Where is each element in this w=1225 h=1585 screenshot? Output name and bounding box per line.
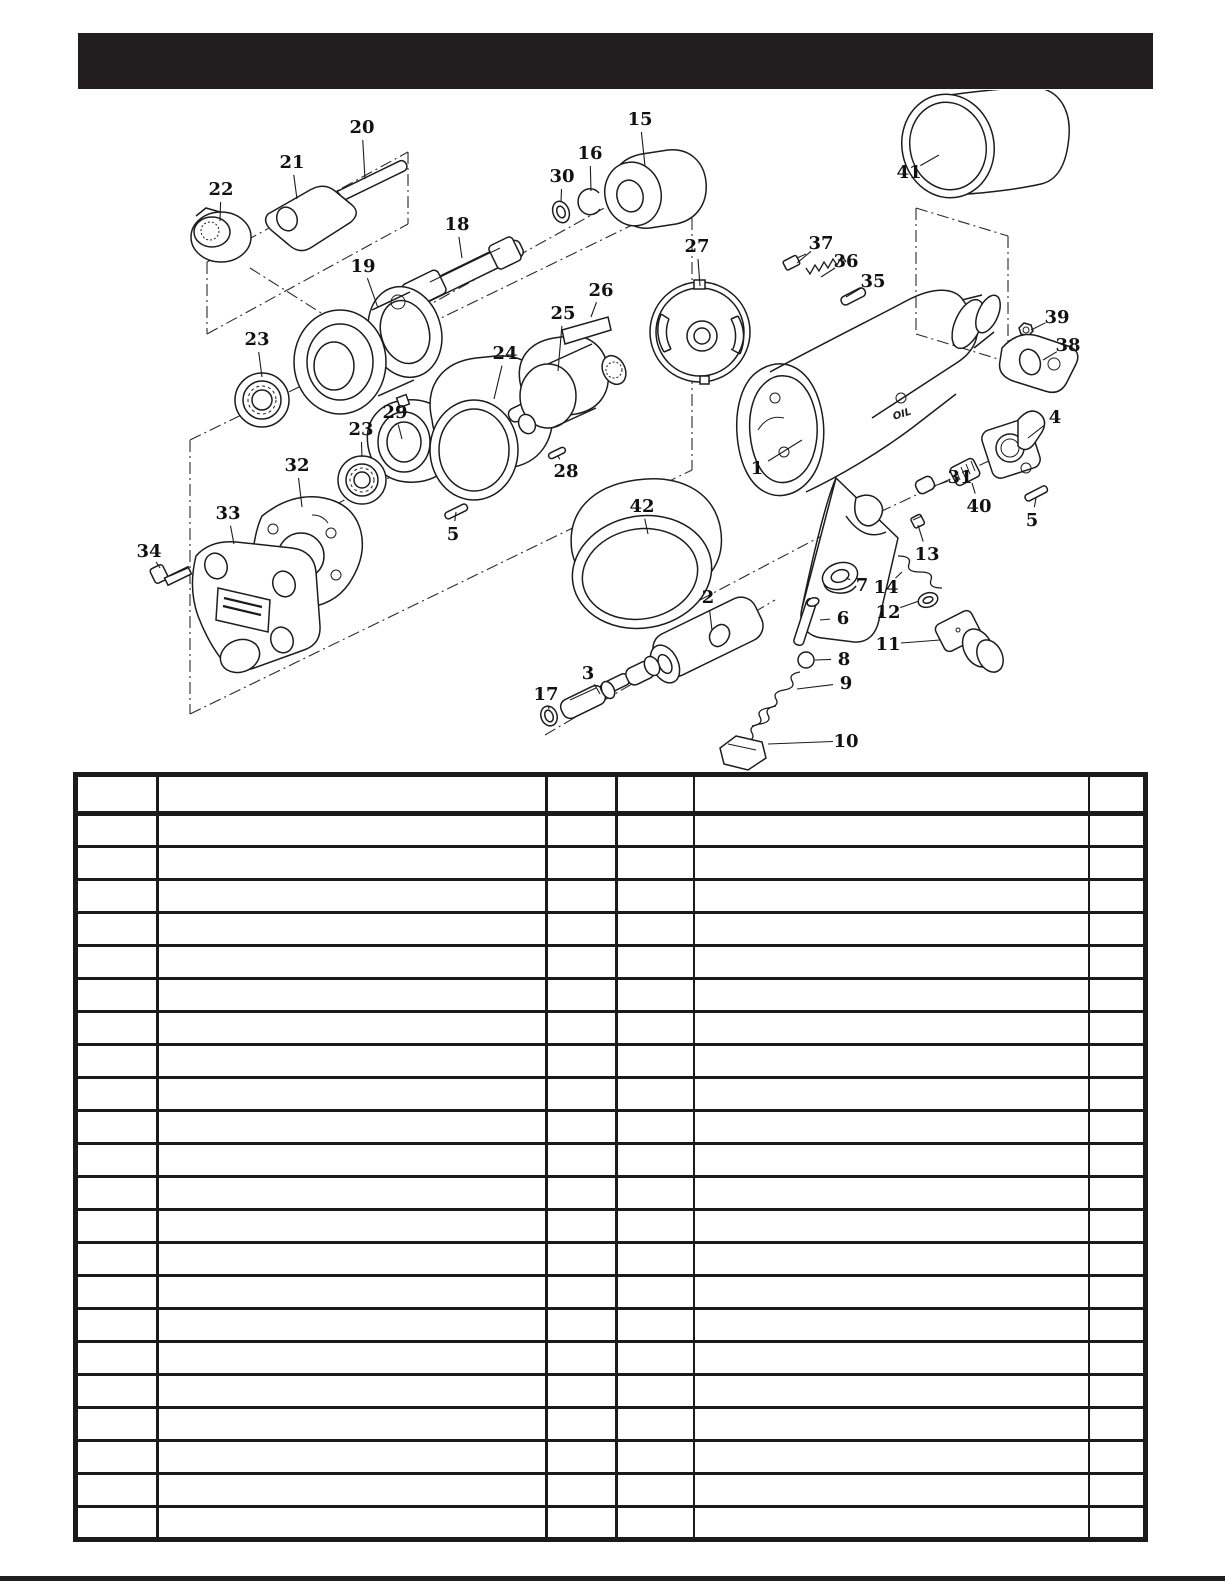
cell-r22-c2 xyxy=(158,1507,547,1540)
cell-r11-c6 xyxy=(1089,1144,1146,1177)
cell-r14-c6 xyxy=(1089,1243,1146,1276)
cell-r7-c2 xyxy=(158,1012,547,1045)
callout-42: 42 xyxy=(629,496,655,517)
cell-r6-c1 xyxy=(76,979,158,1012)
cell-r18-c5 xyxy=(694,1375,1089,1408)
part-10 xyxy=(720,706,776,770)
cell-r3-c1 xyxy=(76,880,158,913)
cell-r22-c4 xyxy=(617,1507,694,1540)
cell-r15-c5 xyxy=(694,1276,1089,1309)
cell-r2-c1 xyxy=(76,847,158,880)
callout-8: 8 xyxy=(837,649,851,670)
cell-r21-c3 xyxy=(547,1474,617,1507)
cell-r13-c6 xyxy=(1089,1210,1146,1243)
cell-r10-c1 xyxy=(76,1111,158,1144)
callout-23: 23 xyxy=(348,419,374,440)
callout-23: 23 xyxy=(244,329,270,350)
callout-7: 7 xyxy=(855,575,869,596)
cell-r7-c1 xyxy=(76,1012,158,1045)
table-row-6 xyxy=(76,979,1146,1012)
cell-r4-c4 xyxy=(617,913,694,946)
callout-18: 18 xyxy=(444,214,470,235)
callout-9: 9 xyxy=(839,673,853,694)
table-row-9 xyxy=(76,1078,1146,1111)
cell-r7-c3 xyxy=(547,1012,617,1045)
table-row-4 xyxy=(76,913,1146,946)
cell-r4-c2 xyxy=(158,913,547,946)
cell-r13-c4 xyxy=(617,1210,694,1243)
callout-36: 36 xyxy=(833,251,859,272)
cell-r18-c3 xyxy=(547,1375,617,1408)
cell-r3-c4 xyxy=(617,880,694,913)
cell-r11-c5 xyxy=(694,1144,1089,1177)
cell-r4-c5 xyxy=(694,913,1089,946)
cell-r10-c6 xyxy=(1089,1111,1146,1144)
callout-leader-18 xyxy=(459,237,462,258)
cell-r16-c6 xyxy=(1089,1309,1146,1342)
cell-r14-c4 xyxy=(617,1243,694,1276)
header-cell-6 xyxy=(1089,775,1146,814)
cell-r4-c6 xyxy=(1089,913,1146,946)
cell-r10-c4 xyxy=(617,1111,694,1144)
callout-leader-39 xyxy=(1031,323,1045,330)
callout-4: 4 xyxy=(1048,407,1062,428)
cell-r15-c3 xyxy=(547,1276,617,1309)
callout-leader-40 xyxy=(972,483,975,494)
part-22 xyxy=(191,208,251,262)
callout-13: 13 xyxy=(914,544,940,565)
cell-r12-c5 xyxy=(694,1177,1089,1210)
cell-r5-c2 xyxy=(158,946,547,979)
callout-5: 5 xyxy=(446,524,460,545)
cell-r6-c5 xyxy=(694,979,1089,1012)
callout-27: 27 xyxy=(684,236,710,257)
cell-r7-c6 xyxy=(1089,1012,1146,1045)
callout-leader-13 xyxy=(918,525,923,542)
part-16 xyxy=(578,189,600,215)
callout-leader-31 xyxy=(934,481,948,486)
cell-r19-c1 xyxy=(76,1408,158,1441)
cell-r13-c2 xyxy=(158,1210,547,1243)
table-row-12 xyxy=(76,1177,1146,1210)
part-28 xyxy=(548,446,567,459)
table-row-17 xyxy=(76,1342,1146,1375)
cell-r19-c2 xyxy=(158,1408,547,1441)
header-row xyxy=(76,775,1146,814)
cell-r17-c1 xyxy=(76,1342,158,1375)
part-8 xyxy=(798,652,814,668)
callout-30: 30 xyxy=(549,166,575,187)
cell-r22-c3 xyxy=(547,1507,617,1540)
part-34 xyxy=(149,564,191,586)
cell-r1-c4 xyxy=(617,814,694,847)
callout-31: 31 xyxy=(947,467,973,488)
cell-r4-c1 xyxy=(76,913,158,946)
cell-r1-c5 xyxy=(694,814,1089,847)
cell-r13-c5 xyxy=(694,1210,1089,1243)
table-row-15 xyxy=(76,1276,1146,1309)
callout-22: 22 xyxy=(208,179,234,200)
callout-33: 33 xyxy=(215,503,241,524)
callout-40: 40 xyxy=(966,496,992,517)
cell-r14-c1 xyxy=(76,1243,158,1276)
cell-r11-c3 xyxy=(547,1144,617,1177)
cell-r8-c1 xyxy=(76,1045,158,1078)
table-row-16 xyxy=(76,1309,1146,1342)
cell-r3-c6 xyxy=(1089,880,1146,913)
cell-r12-c4 xyxy=(617,1177,694,1210)
cell-r8-c3 xyxy=(547,1045,617,1078)
cell-r16-c2 xyxy=(158,1309,547,1342)
part-3 xyxy=(558,654,663,721)
table-row-8 xyxy=(76,1045,1146,1078)
cell-r22-c5 xyxy=(694,1507,1089,1540)
cell-r19-c6 xyxy=(1089,1408,1146,1441)
callout-11: 11 xyxy=(875,634,901,655)
callout-6: 6 xyxy=(836,608,850,629)
cell-r21-c1 xyxy=(76,1474,158,1507)
cell-r2-c6 xyxy=(1089,847,1146,880)
part-23-lower xyxy=(338,456,386,504)
callout-10: 10 xyxy=(833,731,859,752)
callout-16: 16 xyxy=(577,143,603,164)
cell-r19-c3 xyxy=(547,1408,617,1441)
cell-r20-c6 xyxy=(1089,1441,1146,1474)
callout-leader-22 xyxy=(220,202,221,221)
callout-12: 12 xyxy=(875,602,901,623)
cell-r1-c2 xyxy=(158,814,547,847)
part-37 xyxy=(782,254,806,271)
cell-r13-c3 xyxy=(547,1210,617,1243)
cell-r17-c3 xyxy=(547,1342,617,1375)
part-4 xyxy=(979,411,1044,480)
header-cell-1 xyxy=(76,775,158,814)
callout-25: 25 xyxy=(550,303,576,324)
cell-r19-c4 xyxy=(617,1408,694,1441)
callout-5: 5 xyxy=(1025,510,1039,531)
part-11 xyxy=(933,609,1008,677)
housing-oil-marking: OIL xyxy=(891,406,913,423)
part-12 xyxy=(916,590,939,609)
cell-r1-c3 xyxy=(547,814,617,847)
callout-37: 37 xyxy=(808,233,834,254)
cell-r13-c1 xyxy=(76,1210,158,1243)
cell-r21-c2 xyxy=(158,1474,547,1507)
table-row-19 xyxy=(76,1408,1146,1441)
cell-r21-c5 xyxy=(694,1474,1089,1507)
table-row-14 xyxy=(76,1243,1146,1276)
cell-r21-c6 xyxy=(1089,1474,1146,1507)
cell-r9-c4 xyxy=(617,1078,694,1111)
callout-20: 20 xyxy=(349,117,375,138)
cell-r12-c2 xyxy=(158,1177,547,1210)
cell-r7-c5 xyxy=(694,1012,1089,1045)
cell-r3-c3 xyxy=(547,880,617,913)
cell-r22-c6 xyxy=(1089,1507,1146,1540)
cell-r17-c2 xyxy=(158,1342,547,1375)
callout-17: 17 xyxy=(533,684,559,705)
cell-r18-c1 xyxy=(76,1375,158,1408)
cell-r9-c1 xyxy=(76,1078,158,1111)
cell-r5-c3 xyxy=(547,946,617,979)
cell-r10-c5 xyxy=(694,1111,1089,1144)
part-30 xyxy=(550,199,573,225)
cell-r6-c2 xyxy=(158,979,547,1012)
cell-r9-c6 xyxy=(1089,1078,1146,1111)
callout-leader-30 xyxy=(561,189,562,202)
callout-21: 21 xyxy=(279,152,305,173)
table-row-2 xyxy=(76,847,1146,880)
cell-r15-c1 xyxy=(76,1276,158,1309)
cell-r5-c6 xyxy=(1089,946,1146,979)
cell-r17-c5 xyxy=(694,1342,1089,1375)
cell-r19-c5 xyxy=(694,1408,1089,1441)
table-row-13 xyxy=(76,1210,1146,1243)
part-27 xyxy=(650,280,750,384)
table-row-22 xyxy=(76,1507,1146,1540)
cell-r14-c5 xyxy=(694,1243,1089,1276)
callout-29: 29 xyxy=(382,402,408,423)
callout-leader-21 xyxy=(294,175,297,199)
cell-r11-c1 xyxy=(76,1144,158,1177)
table-row-10 xyxy=(76,1111,1146,1144)
callout-15: 15 xyxy=(627,109,653,130)
cell-r8-c5 xyxy=(694,1045,1089,1078)
table-row-5 xyxy=(76,946,1146,979)
callout-leader-10 xyxy=(768,741,833,744)
cell-r20-c3 xyxy=(547,1441,617,1474)
callout-41: 41 xyxy=(896,162,922,183)
cell-r8-c6 xyxy=(1089,1045,1146,1078)
table-row-18 xyxy=(76,1375,1146,1408)
parts-list-table xyxy=(73,772,1148,1542)
header-cell-3 xyxy=(547,775,617,814)
callout-28: 28 xyxy=(553,461,579,482)
callout-2: 2 xyxy=(701,587,715,608)
title-banner xyxy=(78,33,1153,89)
header-cell-5 xyxy=(694,775,1089,814)
cell-r15-c2 xyxy=(158,1276,547,1309)
callout-3: 3 xyxy=(581,663,595,684)
callout-39: 39 xyxy=(1044,307,1070,328)
cell-r17-c6 xyxy=(1089,1342,1146,1375)
callout-leader-23 xyxy=(361,442,362,457)
table-row-11 xyxy=(76,1144,1146,1177)
cell-r3-c5 xyxy=(694,880,1089,913)
cell-r17-c4 xyxy=(617,1342,694,1375)
cell-r9-c3 xyxy=(547,1078,617,1111)
table-row-21 xyxy=(76,1474,1146,1507)
header-cell-2 xyxy=(158,775,547,814)
callout-24: 24 xyxy=(492,343,518,364)
callout-19: 19 xyxy=(350,256,376,277)
callout-leader-9 xyxy=(797,685,833,689)
cell-r12-c6 xyxy=(1089,1177,1146,1210)
cell-r5-c5 xyxy=(694,946,1089,979)
cell-r5-c1 xyxy=(76,946,158,979)
cell-r18-c2 xyxy=(158,1375,547,1408)
callout-leader-11 xyxy=(901,640,940,643)
part-5-left xyxy=(444,503,469,520)
callout-leader-5 xyxy=(1034,498,1036,507)
exploded-parts-diagram xyxy=(0,90,1225,772)
callout-38: 38 xyxy=(1055,335,1081,356)
table-row-7 xyxy=(76,1012,1146,1045)
cell-r10-c3 xyxy=(547,1111,617,1144)
cell-r18-c6 xyxy=(1089,1375,1146,1408)
part-15 xyxy=(598,150,706,232)
cell-r5-c4 xyxy=(617,946,694,979)
cell-r20-c2 xyxy=(158,1441,547,1474)
cell-r20-c5 xyxy=(694,1441,1089,1474)
parts-table-body xyxy=(76,814,1146,1540)
cell-r20-c1 xyxy=(76,1441,158,1474)
cell-r2-c5 xyxy=(694,847,1089,880)
part-23-upper xyxy=(235,373,289,427)
part-41 xyxy=(892,90,1069,206)
cell-r12-c1 xyxy=(76,1177,158,1210)
parts-table-header xyxy=(76,775,1146,814)
cell-r3-c2 xyxy=(158,880,547,913)
cell-r14-c3 xyxy=(547,1243,617,1276)
part-9 xyxy=(752,672,800,726)
callout-32: 32 xyxy=(284,455,310,476)
part-13 xyxy=(910,514,925,529)
cell-r6-c6 xyxy=(1089,979,1146,1012)
callout-leader-16 xyxy=(590,166,591,191)
part-33 xyxy=(192,542,320,678)
callout-35: 35 xyxy=(860,271,886,292)
table-row-20 xyxy=(76,1441,1146,1474)
cell-r1-c1 xyxy=(76,814,158,847)
cell-r7-c4 xyxy=(617,1012,694,1045)
cell-r22-c1 xyxy=(76,1507,158,1540)
callout-1: 1 xyxy=(750,458,764,479)
cell-r16-c5 xyxy=(694,1309,1089,1342)
footer-rule xyxy=(0,1576,1225,1581)
cell-r6-c4 xyxy=(617,979,694,1012)
cell-r8-c4 xyxy=(617,1045,694,1078)
cell-r1-c6 xyxy=(1089,814,1146,847)
callout-14: 14 xyxy=(873,577,899,598)
cell-r20-c4 xyxy=(617,1441,694,1474)
cell-r11-c2 xyxy=(158,1144,547,1177)
callout-34: 34 xyxy=(136,541,162,562)
cell-r2-c2 xyxy=(158,847,547,880)
cell-r9-c2 xyxy=(158,1078,547,1111)
cell-r16-c3 xyxy=(547,1309,617,1342)
callout-leader-8 xyxy=(815,659,831,660)
table-row-1 xyxy=(76,814,1146,847)
cell-r16-c1 xyxy=(76,1309,158,1342)
part-31 xyxy=(914,475,936,496)
cell-r14-c2 xyxy=(158,1243,547,1276)
header-cell-4 xyxy=(617,775,694,814)
cell-r10-c2 xyxy=(158,1111,547,1144)
cell-r4-c3 xyxy=(547,913,617,946)
cell-r15-c4 xyxy=(617,1276,694,1309)
cell-r21-c4 xyxy=(617,1474,694,1507)
table-row-3 xyxy=(76,880,1146,913)
cell-r6-c3 xyxy=(547,979,617,1012)
cell-r2-c4 xyxy=(617,847,694,880)
cell-r8-c2 xyxy=(158,1045,547,1078)
callout-leader-28 xyxy=(558,456,560,460)
cell-r15-c6 xyxy=(1089,1276,1146,1309)
callout-leader-12 xyxy=(900,601,919,608)
cell-r2-c3 xyxy=(547,847,617,880)
cell-r18-c4 xyxy=(617,1375,694,1408)
cell-r9-c5 xyxy=(694,1078,1089,1111)
cell-r11-c4 xyxy=(617,1144,694,1177)
cell-r16-c4 xyxy=(617,1309,694,1342)
callout-26: 26 xyxy=(588,280,614,301)
callout-leader-26 xyxy=(591,302,596,317)
part-25 xyxy=(506,336,630,437)
callout-leader-20 xyxy=(363,140,365,179)
cell-r12-c3 xyxy=(547,1177,617,1210)
